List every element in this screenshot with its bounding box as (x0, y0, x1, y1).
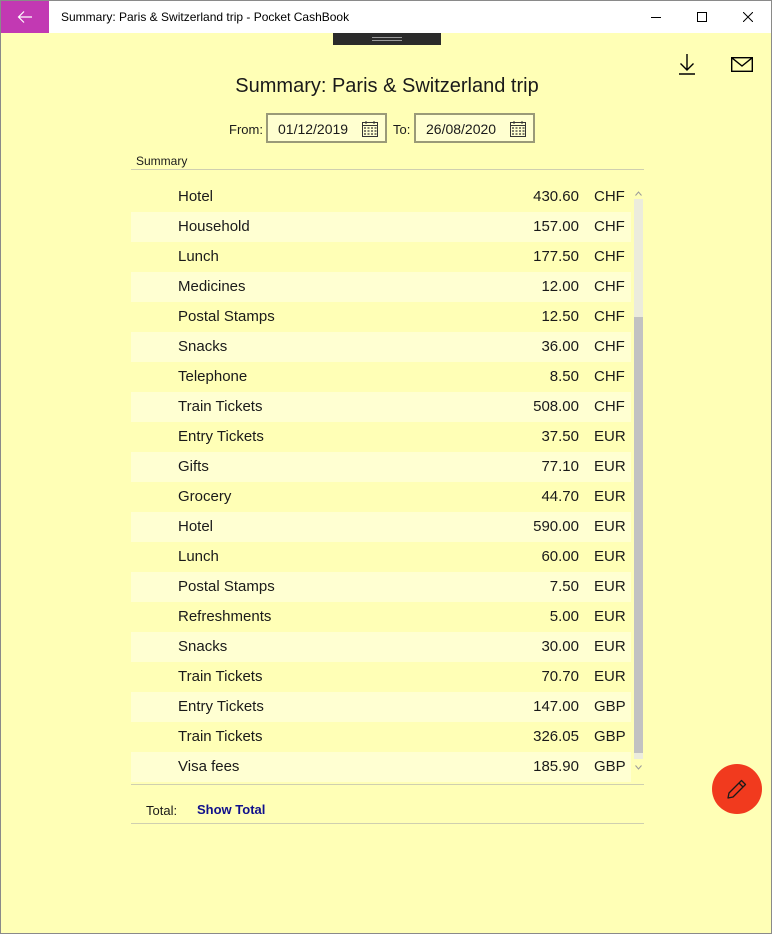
amount-value: 30.00 (541, 638, 579, 655)
category-name: Train Tickets (178, 398, 263, 415)
category-name: Train Tickets (178, 728, 263, 745)
category-name: Entry Tickets (178, 698, 264, 715)
scroll-thumb[interactable] (634, 317, 643, 753)
list-item[interactable] (131, 332, 631, 362)
amount-value: 77.10 (541, 458, 579, 475)
currency-code: EUR (594, 638, 626, 655)
list-item[interactable] (131, 362, 631, 392)
close-icon (743, 12, 753, 22)
currency-code: CHF (594, 398, 625, 415)
currency-code: CHF (594, 188, 625, 205)
list-item[interactable] (131, 572, 631, 602)
summary-label: Summary (136, 154, 188, 168)
category-name: Lunch (178, 548, 219, 565)
currency-code: GBP (594, 758, 626, 775)
category-name: Hotel (178, 188, 214, 205)
edit-button[interactable] (712, 764, 762, 814)
amount-value: 157.00 (533, 218, 579, 235)
category-name: Refreshments (178, 608, 272, 625)
category-name: Snacks (178, 638, 228, 655)
list-item[interactable] (131, 662, 631, 692)
category-name: Postal Stamps (178, 308, 275, 325)
list-item[interactable] (131, 512, 631, 542)
from-date-value: 01/12/2019 (278, 121, 349, 137)
list-item[interactable] (131, 272, 631, 302)
currency-code: GBP (594, 698, 626, 715)
to-date-picker[interactable] (414, 113, 535, 143)
category-name: Household (178, 218, 250, 235)
grip-line (372, 40, 402, 41)
amount-value: 37.50 (541, 428, 579, 445)
list-item[interactable] (131, 452, 631, 482)
list-item[interactable] (131, 212, 631, 242)
amount-value: 430.60 (533, 188, 579, 205)
mail-icon (731, 57, 753, 72)
currency-code: CHF (594, 368, 625, 385)
close-button[interactable] (725, 1, 771, 33)
category-name: Snacks (178, 338, 228, 355)
amount-value: 70.70 (541, 668, 579, 685)
list-item[interactable] (131, 182, 631, 212)
list-item[interactable] (131, 632, 631, 662)
chevron-down-icon (635, 765, 642, 770)
date-range (1, 113, 772, 147)
minimize-button[interactable] (633, 1, 679, 33)
window-title: Summary: Paris & Switzerland trip - Pocket CashBook (61, 10, 350, 24)
amount-value: 5.00 (549, 608, 579, 625)
category-name: Entry Tickets (178, 428, 264, 445)
currency-code: CHF (594, 308, 625, 325)
divider (131, 784, 644, 785)
list-item[interactable] (131, 692, 631, 722)
calendar-icon (510, 121, 526, 137)
title-bar (1, 1, 771, 33)
page-title: Summary: Paris & Switzerland trip (235, 75, 539, 97)
category-name: Visa fees (178, 758, 240, 775)
amount-value: 12.00 (541, 278, 579, 295)
category-name: Grocery (178, 488, 232, 505)
amount-value: 508.00 (533, 398, 579, 415)
currency-code: CHF (594, 248, 625, 265)
divider (131, 823, 644, 824)
list-item[interactable] (131, 392, 631, 422)
list-item[interactable] (131, 602, 631, 632)
currency-code: EUR (594, 518, 626, 535)
amount-value: 7.50 (549, 578, 579, 595)
category-name: Postal Stamps (178, 578, 275, 595)
maximize-icon (697, 12, 707, 22)
amount-value: 590.00 (533, 518, 579, 535)
back-button[interactable] (1, 1, 49, 33)
currency-code: EUR (594, 458, 626, 475)
category-name: Lunch (178, 248, 219, 265)
summary-list[interactable] (131, 182, 631, 782)
show-total-link[interactable]: Show Total (197, 802, 266, 817)
amount-value: 147.00 (533, 698, 579, 715)
list-item[interactable] (131, 422, 631, 452)
amount-value: 60.00 (541, 548, 579, 565)
currency-code: EUR (594, 548, 626, 565)
list-item[interactable] (131, 752, 631, 782)
download-icon (678, 53, 696, 75)
currency-code: CHF (594, 278, 625, 295)
drag-handle[interactable] (333, 33, 441, 45)
amount-value: 8.50 (549, 368, 579, 385)
total-label: Total: (146, 803, 178, 818)
scroll-down-button[interactable] (633, 761, 644, 773)
currency-code: EUR (594, 668, 626, 685)
grip-line (372, 37, 402, 38)
scroll-up-button[interactable] (633, 187, 644, 199)
currency-code: CHF (594, 338, 625, 355)
calendar-icon (362, 121, 378, 137)
amount-value: 12.50 (541, 308, 579, 325)
currency-code: CHF (594, 218, 625, 235)
amount-value: 44.70 (541, 488, 579, 505)
currency-code: EUR (594, 488, 626, 505)
list-item[interactable] (131, 542, 631, 572)
currency-code: EUR (594, 578, 626, 595)
chevron-up-icon (635, 191, 642, 196)
currency-code: GBP (594, 728, 626, 745)
list-item[interactable] (131, 242, 631, 272)
list-item[interactable] (131, 482, 631, 512)
currency-code: EUR (594, 428, 626, 445)
category-name: Hotel (178, 518, 214, 535)
to-label: To: (393, 122, 411, 137)
list-item[interactable] (131, 302, 631, 332)
scrollbar[interactable] (633, 187, 644, 775)
category-name: Gifts (178, 458, 209, 475)
currency-code: EUR (594, 608, 626, 625)
list-item[interactable] (131, 722, 631, 752)
pencil-icon (726, 778, 748, 800)
to-date-value: 26/08/2020 (426, 121, 497, 137)
from-label: From: (229, 122, 263, 137)
category-name: Telephone (178, 368, 248, 385)
maximize-button[interactable] (679, 1, 725, 33)
amount-value: 326.05 (533, 728, 579, 745)
from-date-picker[interactable] (266, 113, 387, 143)
category-name: Medicines (178, 278, 246, 295)
back-arrow-icon (17, 10, 33, 24)
amount-value: 177.50 (533, 248, 579, 265)
amount-value: 36.00 (541, 338, 579, 355)
category-name: Train Tickets (178, 668, 263, 685)
minimize-icon (651, 12, 661, 22)
divider (131, 169, 644, 170)
amount-value: 185.90 (533, 758, 579, 775)
